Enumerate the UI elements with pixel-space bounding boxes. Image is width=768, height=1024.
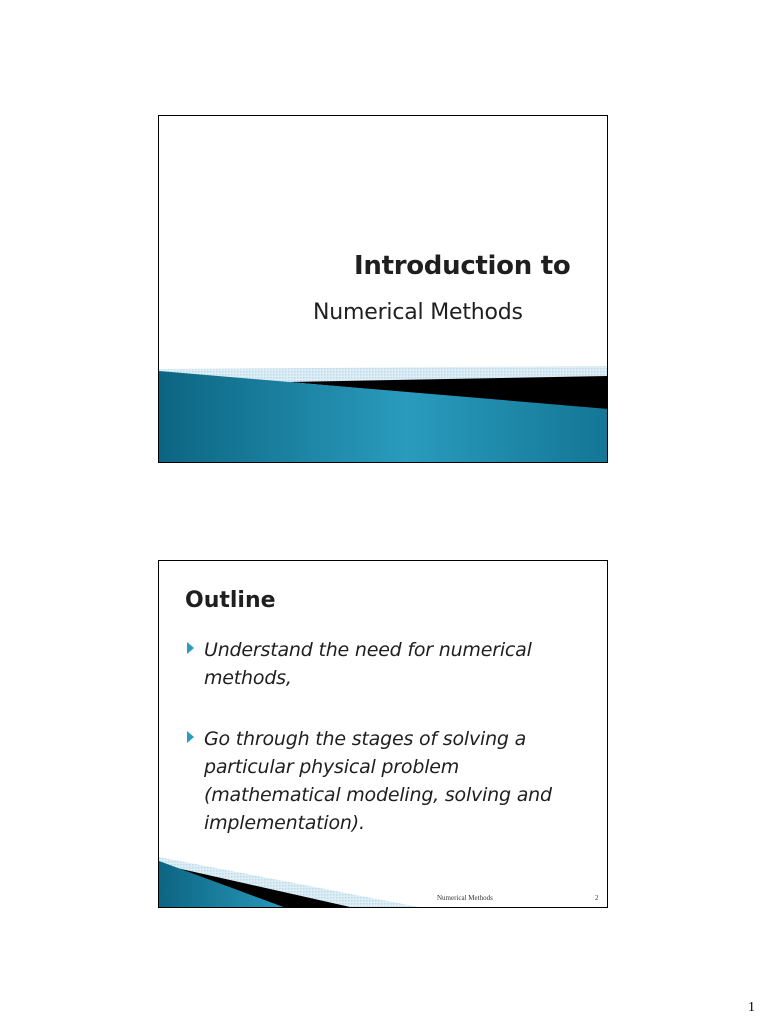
- bullet-item: [189, 636, 589, 692]
- page-number: 1: [748, 1000, 755, 1015]
- bullet-text: Understand the need for numerical methods,: [204, 639, 532, 689]
- triangle-bullet-icon: [187, 642, 194, 654]
- slide-title: Outline: [185, 588, 276, 613]
- outline-slide: [158, 560, 608, 908]
- slide1-decoration: [159, 116, 608, 463]
- slide-title: Introduction to: [354, 251, 571, 281]
- title-slide: [158, 115, 608, 463]
- slide-number: 2: [595, 894, 599, 902]
- triangle-bullet-icon: [187, 731, 194, 743]
- slide-footer-title: Numerical Methods: [437, 894, 493, 902]
- bullet-item: [189, 725, 589, 837]
- slide-subtitle: Numerical Methods: [313, 300, 523, 325]
- bullet-text: Go through the stages of solving a particular physical problem (mathematical modeling, solving and implementation).: [204, 728, 552, 834]
